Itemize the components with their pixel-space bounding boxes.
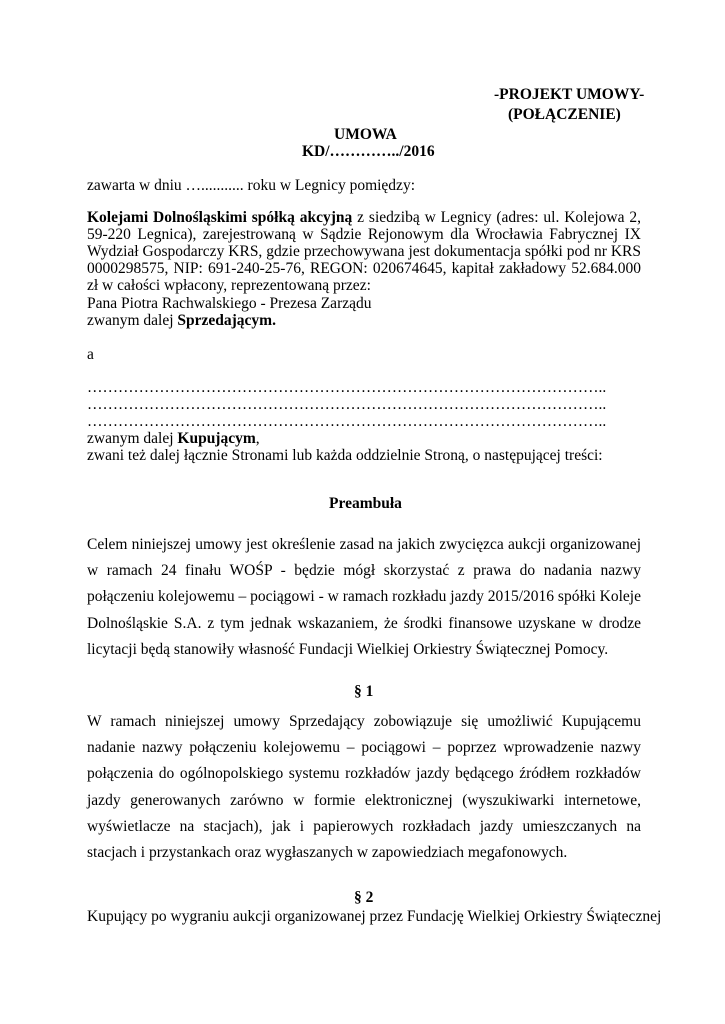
seller-name: Kolejami Dolnośląskimi spółką akcyjną [87,209,353,226]
buyer-blank-line: ……………………………………………………………………………………….. [87,396,607,413]
buyer-role-name: Kupującym [177,430,256,447]
buyer-role [87,430,260,447]
buyer-blank-line: ……………………………………………………………………………………….. [87,379,607,396]
buyer-role-prefix: zwanym dalej [87,430,178,447]
intro-text: zawarta w dniu …........... roku w Legnicy pomiędzy: [87,177,415,194]
seller-role-prefix: zwanym dalej [87,312,178,329]
seller-representative: Pana Piotra Rachwalskiego - Prezesa Zarządu [87,295,372,312]
draft-label: -PROJEKT UMOWY- [494,86,645,103]
preamble-heading: Preambuła [329,495,402,512]
seller-paragraph [87,209,641,294]
section-1-heading: § 1 [354,683,374,700]
title-number: KD/…………../2016 [302,143,435,160]
seller-details: z siedzibą w Legnicy (adres: ul. Kolejowa 2, 59-220 Legnica), zarejestrowaną w Sądzie Rejonowym dla Wrocławia Fabrycznej IX Wydział Gospodarczy KRS, gdzie przechowywana jest dokumentacja spółki pod nr KRS 0000298575, NIP: 691-240-25-76, REGON: 020674645, kapitał zakładowy 52.684.000 zł w całości wpłacony, reprezentowaną przez: [87,209,641,294]
parties-note: zwani też dalej łącznie Stronami lub każda oddzielnie Stroną, o następującej treści: [87,447,603,464]
seller-role-name: Sprzedającym. [177,312,276,329]
buyer-role-suffix: , [255,430,260,447]
section-2-text: Kupujący po wygraniu aukcji organizowanej przez Fundację Wielkiej Orkiestry Świątecznej [87,908,662,925]
buyer-blank-line: ……………………………………………………………………………………….. [87,413,607,430]
seller-role [87,312,276,329]
section-1-text: W ramach niniejszej umowy Sprzedający zobowiązuje się umożliwić Kupującemu nadanie nazwy połączeniu kolejowemu – pociągowi – poprzez wprowadzenie nazwy połączenia do ogólnopolskiego systemu rozkładów jazdy będącego źródłem rozkładów jazdy generowanych zarówno w formie elektronicznej (wyszukiwarki internetowe, wyświetlacze na stacjach), jak i papierowych rozkładach jazdy umieszczanych na stacjach i przystankach oraz wygłaszanych w zapowiedziach megafonowych. [87,713,641,862]
section-2-heading: § 2 [354,889,374,906]
draft-subtitle: (POŁĄCZENIE) [508,106,621,123]
preamble-text: Celem niniejszej umowy jest określenie zasad na jakich zwycięzca aukcji organizowanej w ramach 24 finału WOŚP - będzie mógł skorzystać z prawa do nadania nazwy połączeniu kolejowemu – pociągowi - w ramach rozkładu jazdy 2015/2016 spółki Koleje Dolnośląskie S.A. z tym jednak wskazaniem, że środki finansowe uzyskane w drodze licytacji będą stanowiły własność Fundacji Wielkiej Orkiestry Świątecznej Pomocy. [87,536,641,658]
title-umowa: UMOWA [334,126,397,143]
conjunction: a [87,346,94,363]
